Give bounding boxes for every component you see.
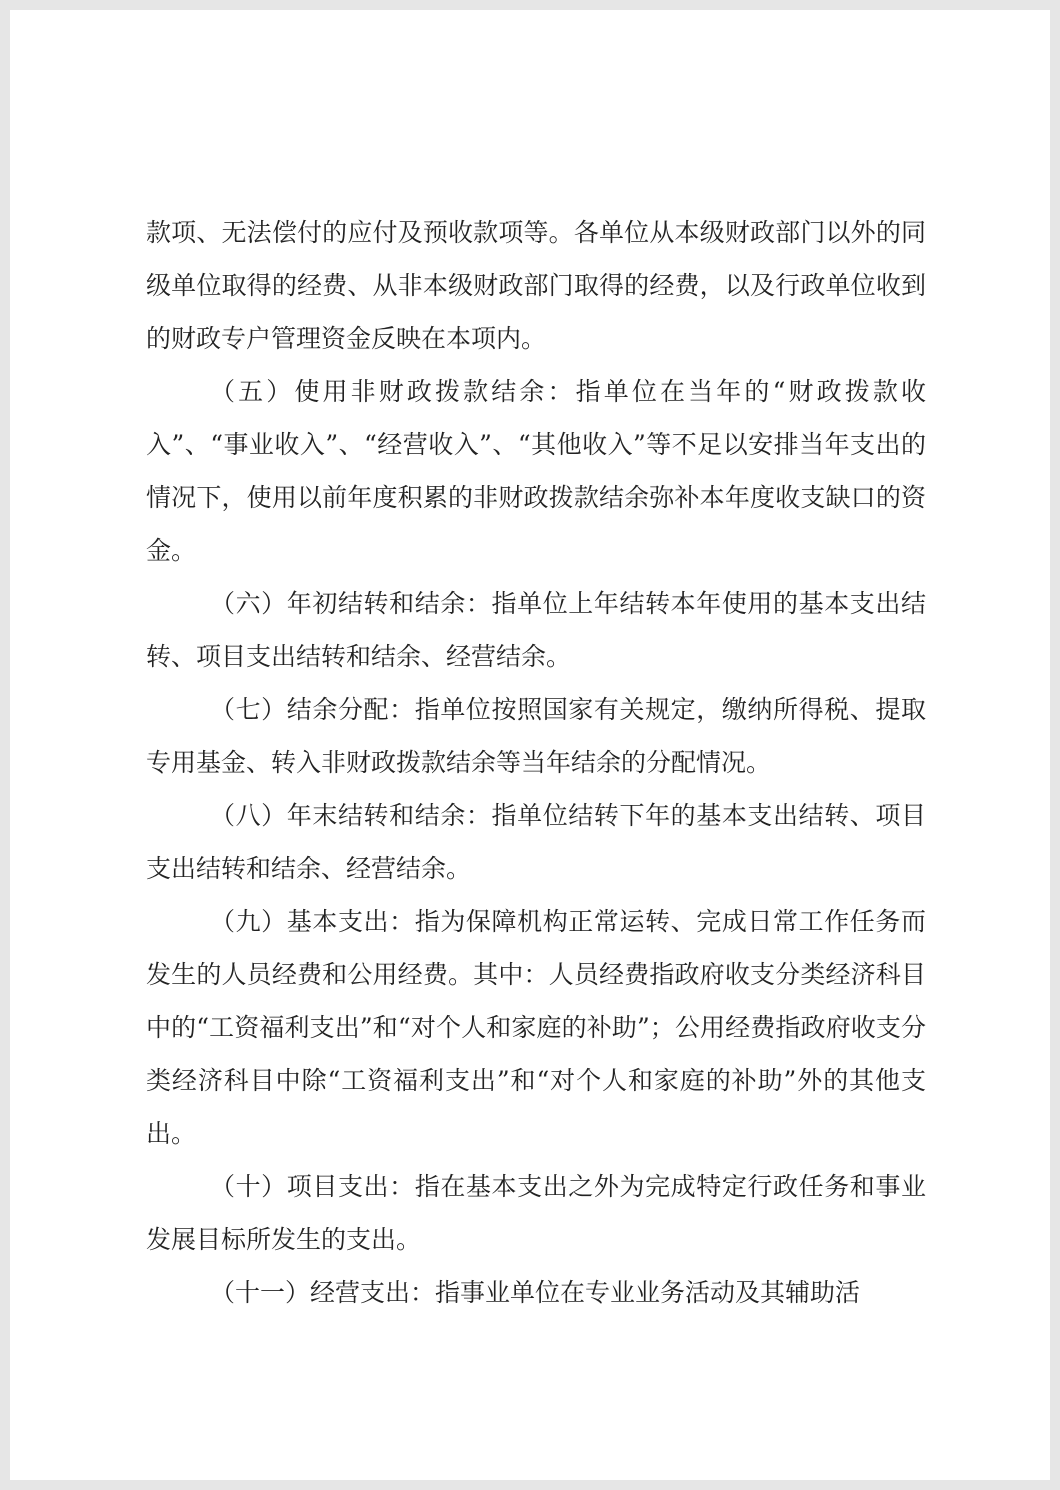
paragraph-item-10: （十）项目支出：指在基本支出之外为完成特定行政任务和事业发展目标所发生的支出。 [146, 1172, 926, 1254]
paragraph-item-5: （五）使用非财政拨款结余：指单位在当年的“财政拨款收入”、“事业收入”、“经营收入”、“其他收入”等不足以安排当年支出的情况下，使用以前年度积累的非财政拨款结余弥补本年度收支缺口的资金。 [146, 377, 926, 565]
paragraph-item-6: （六）年初结转和结余：指单位上年结转本年使用的基本支出结转、项目支出结转和结余、经营结余。 [146, 589, 926, 671]
paragraph-item-7: （七）结余分配：指单位按照国家有关规定，缴纳所得税、提取专用基金、转入非财政拨款结余等当年结余的分配情况。 [146, 695, 926, 777]
document-page [10, 10, 1050, 1480]
paragraph-continued: 款项、无法偿付的应付及预收款项等。各单位从本级财政部门以外的同级单位取得的经费、从非本级财政部门取得的经费，以及行政单位收到的财政专户管理资金反映在本项内。 [146, 218, 926, 353]
paragraph-item-9: （九）基本支出：指为保障机构正常运转、完成日常工作任务而发生的人员经费和公用经费。其中：人员经费指政府收支分类经济科目中的“工资福利支出”和“对个人和家庭的补助”；公用经费指政府收支分类经济科目中除“工资福利支出”和“对个人和家庭的补助”外的其他支出。 [146, 907, 926, 1148]
paragraph-item-8: （八）年末结转和结余：指单位结转下年的基本支出结转、项目支出结转和结余、经营结余。 [146, 801, 926, 883]
paragraph-item-11: （十一）经营支出：指事业单位在专业业务活动及其辅助活 [210, 1278, 861, 1307]
document-body [146, 206, 926, 1319]
